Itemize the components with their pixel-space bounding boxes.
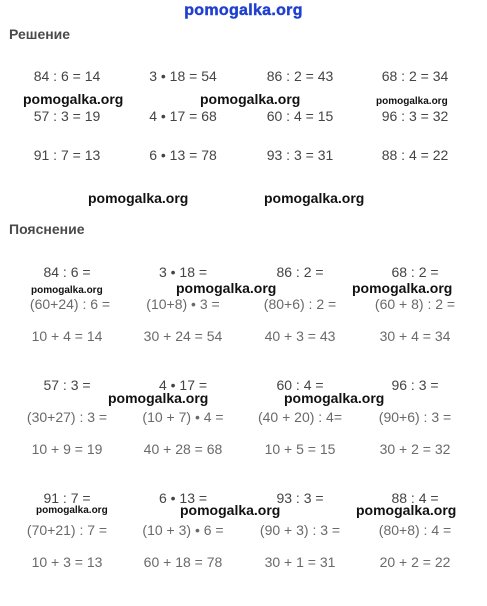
explanation-task: 86 : 2 = [276, 264, 324, 280]
explanation-task: 88 : 4 = [391, 490, 439, 506]
explanation-task: 93 : 3 = [276, 490, 324, 506]
section-title-explanation: Пояснение [9, 221, 85, 237]
explanation-step: (80+6) : 2 = [263, 296, 337, 312]
explanation-result: 30 + 24 = 54 [143, 328, 223, 344]
explanation-step: (30+27) : 3 = [26, 409, 108, 425]
explanation-task: 4 • 17 = [158, 377, 208, 393]
explanation-result: 10 + 3 = 13 [31, 554, 103, 570]
explanation-step: (70+21) : 7 = [26, 522, 108, 538]
explanation-task: 96 : 3 = [391, 377, 439, 393]
explanation-task: 68 : 2 = [391, 264, 439, 280]
solution-equation: 4 • 17 = 68 [149, 108, 217, 124]
explanation-task: 3 • 18 = [158, 264, 208, 280]
watermark-text: pomogalka.org [180, 502, 281, 518]
explanation-step: (60+24) : 6 = [29, 296, 111, 312]
site-watermark: pomogalka.org [184, 2, 303, 19]
explanation-step: (90 + 3) : 3 = [259, 522, 341, 538]
solution-equation: 6 • 13 = 78 [149, 147, 217, 163]
watermark-text: pomogalka.org [31, 285, 103, 296]
solution-equation: 84 : 6 = 14 [33, 68, 101, 84]
explanation-step: (10 + 7) • 4 = [142, 409, 224, 425]
explanation-result: 40 + 28 = 68 [143, 441, 223, 457]
watermark-text: pomogalka.org [23, 91, 124, 107]
explanation-step: (10 + 3) • 6 = [142, 522, 224, 538]
solution-equation: 57 : 3 = 19 [33, 108, 101, 124]
explanation-result: 30 + 4 = 34 [379, 328, 451, 344]
explanation-result: 20 + 2 = 22 [379, 554, 451, 570]
explanation-task: 84 : 6 = [43, 264, 91, 280]
watermark-text: pomogalka.org [200, 91, 301, 107]
solution-equation: 3 • 18 = 54 [149, 68, 217, 84]
explanation-step: (40 + 20) : 4= [257, 409, 343, 425]
explanation-step: (80+8) : 4 = [378, 522, 452, 538]
explanation-task: 6 • 13 = [158, 490, 208, 506]
explanation-result: 10 + 5 = 15 [264, 441, 336, 457]
explanation-step: (60 + 8) : 2 = [374, 296, 456, 312]
section-title-solution: Решение [9, 26, 71, 42]
watermark-text: pomogalka.org [36, 505, 108, 516]
explanation-result: 60 + 18 = 78 [143, 554, 223, 570]
watermark-text: pomogalka.org [264, 190, 365, 206]
explanation-result: 10 + 9 = 19 [31, 441, 103, 457]
solution-equation: 86 : 2 = 43 [266, 68, 334, 84]
solution-equation: 68 : 2 = 34 [381, 68, 449, 84]
explanation-task: 57 : 3 = [43, 377, 91, 393]
solution-equation: 93 : 3 = 31 [266, 147, 334, 163]
solution-equation: 91 : 7 = 13 [33, 147, 101, 163]
watermark-text: pomogalka.org [88, 190, 189, 206]
watermark-text: pomogalka.org [176, 280, 277, 296]
explanation-result: 40 + 3 = 43 [264, 328, 336, 344]
explanation-task: 91 : 7 = [43, 490, 91, 506]
watermark-text: pomogalka.org [108, 390, 209, 406]
watermark-text: pomogalka.org [284, 390, 385, 406]
explanation-task: 60 : 4 = [276, 377, 324, 393]
solution-equation: 96 : 3 = 32 [381, 108, 449, 124]
watermark-text: pomogalka.org [356, 502, 457, 518]
explanation-step: (10+8) • 3 = [146, 296, 220, 312]
explanation-result: 30 + 2 = 32 [379, 441, 451, 457]
watermark-text: pomogalka.org [376, 96, 448, 107]
watermark-text: pomogalka.org [352, 280, 453, 296]
solution-equation: 88 : 4 = 22 [381, 147, 449, 163]
explanation-result: 10 + 4 = 14 [31, 328, 103, 344]
solution-equation: 60 : 4 = 15 [266, 108, 334, 124]
explanation-step: (90+6) : 3 = [378, 409, 452, 425]
explanation-result: 30 + 1 = 31 [264, 554, 336, 570]
